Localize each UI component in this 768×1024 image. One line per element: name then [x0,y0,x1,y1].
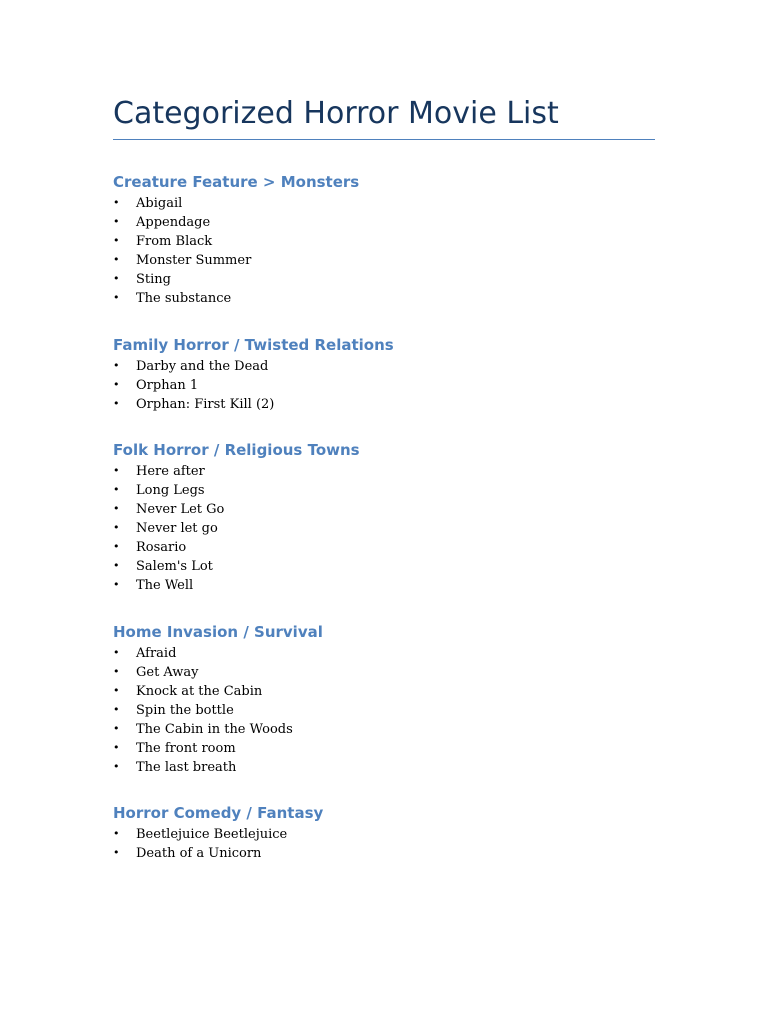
category-section [113,438,673,596]
bullet-icon: • [113,664,120,678]
list-item [113,720,673,739]
category-heading: Horror Comedy / Fantasy [113,804,324,823]
category-heading: Creature Feature > Monsters [113,173,360,191]
list-item [113,270,673,289]
movie-title: The Cabin in the Woods [136,721,293,737]
movie-title: Long Legs [136,482,205,498]
movie-title: Orphan: First Kill (2) [136,396,275,412]
movie-title: Monster Summer [136,253,252,269]
movie-title: Spin the bottle [136,702,234,718]
list-item [113,289,673,308]
bullet-icon: • [113,253,120,267]
list-item [113,644,673,663]
bullet-icon: • [113,740,120,754]
bullet-icon: • [113,846,120,860]
movie-list [113,825,673,863]
bullet-icon: • [113,760,120,774]
movie-list [113,462,673,596]
bullet-icon: • [113,683,120,697]
movie-title: Darby and the Dead [136,358,269,374]
movie-list [113,194,673,309]
list-item [113,576,673,595]
list-item [113,663,673,682]
movie-title: Get Away [136,664,199,680]
bullet-icon: • [113,234,120,248]
bullet-icon: • [113,196,120,209]
list-item [113,376,673,395]
list-item [113,538,673,557]
bullet-icon: • [113,358,120,372]
bullet-icon: • [113,721,120,735]
movie-title: Here after [136,463,205,479]
movie-title: The substance [136,291,232,307]
title-underline [113,139,655,140]
list-item [113,739,673,758]
movie-title: The last breath [136,760,237,776]
movie-title: Knock at the Cabin [136,683,263,699]
movie-title: The front room [136,740,236,756]
category-section [113,333,673,414]
list-item [113,844,673,863]
bullet-icon: • [113,702,120,716]
movie-title: The Well [136,578,194,594]
movie-title: Rosario [136,540,187,556]
sections-container [113,170,673,887]
list-item [113,213,673,232]
list-item [113,557,673,576]
movie-title: Never Let Go [136,502,225,518]
list-item [113,251,673,270]
category-heading: Home Invasion / Survival [113,622,323,641]
category-heading: Folk Horror / Religious Towns [113,440,360,459]
list-item [113,194,673,213]
bullet-icon: • [113,827,120,841]
bullet-icon: • [113,215,120,229]
bullet-icon: • [113,645,120,659]
bullet-icon: • [113,502,120,516]
bullet-icon: • [113,396,120,410]
category-heading: Family Horror / Twisted Relations [113,335,394,354]
category-section [113,620,673,778]
category-section [113,170,673,309]
movie-list [113,644,673,778]
list-item [113,758,673,777]
movie-title: From Black [136,234,213,250]
bullet-icon: • [113,377,120,391]
list-item [113,395,673,414]
category-section [113,801,673,863]
list-item [113,500,673,519]
bullet-icon: • [113,521,120,535]
list-item [113,462,673,481]
bullet-icon: • [113,482,120,496]
list-item [113,519,673,538]
movie-title: Salem's Lot [136,559,213,575]
movie-title: Sting [136,272,171,288]
bullet-icon: • [113,272,120,286]
bullet-icon: • [113,540,120,554]
list-item [113,232,673,251]
movie-title: Appendage [136,215,211,231]
list-item [113,825,673,844]
document-title: Categorized Horror Movie List [113,96,559,131]
movie-title: Beetlejuice Beetlejuice [136,827,288,843]
movie-title: Orphan 1 [136,377,199,393]
bullet-icon: • [113,578,120,592]
movie-title: Death of a Unicorn [136,846,262,862]
list-item [113,357,673,376]
bullet-icon: • [113,559,120,573]
bullet-icon: • [113,463,120,477]
list-item [113,701,673,720]
movie-list [113,357,673,414]
bullet-icon: • [113,291,120,305]
movie-title: Abigail [136,196,183,211]
movie-title: Never let go [136,521,218,537]
list-item [113,481,673,500]
list-item [113,682,673,701]
movie-title: Afraid [136,645,177,661]
